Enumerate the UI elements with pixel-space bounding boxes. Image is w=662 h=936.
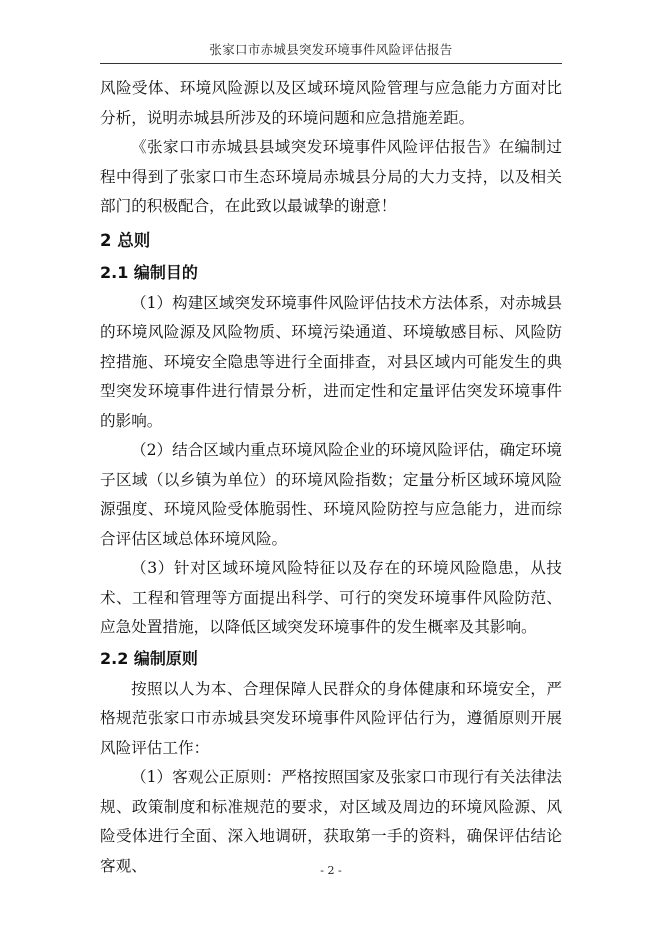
paragraph-purpose-3: （3）针对区域环境风险特征以及存在的环境风险隐患，从技术、工程和管理等方面提出科学、可行的突发环境事件风险防范、应急处置措施，以降低区域突发环境事件的发生概率及其影响。 <box>100 559 562 636</box>
paragraph-principle-1: （1）客观公正原则：严格按照国家及张家口市现行有关法律法规、政策制度和标准规范的要求，对区域及周边的环境风险源、风险受体进行全面、深入地调研，获取第一手的资料，确保评估结论客观、 <box>100 768 562 875</box>
document-body <box>100 74 562 881</box>
subsection-heading-purpose: 2.1 编制目的 <box>100 262 198 282</box>
paragraph-purpose-2: （2）结合区域内重点环境风险企业的环境风险评估，确定环境子区域（以乡镇为单位）的环境风险指数；定量分析区域环境风险源强度、环境风险受体脆弱性、环境风险防控与应急能力，进而综合评估区域总体环境风险。 <box>100 441 562 548</box>
page-header-title: 张家口市赤城县突发环境事件风险评估报告 <box>209 42 453 57</box>
section-heading-general: 2 总则 <box>100 230 151 250</box>
subsection-heading-principles: 2.2 编制原则 <box>100 648 198 668</box>
paragraph-purpose-1: （1）构建区域突发环境事件风险评估技术方法体系，对赤城县的环境风险源及风险物质、环境污染通道、环境敏感目标、风险防控措施、环境安全隐患等进行全面排查，对县区域内可能发生的典型突发环境事件进行情景分析，进而定性和定量评估突发环境事件的影响。 <box>100 293 562 430</box>
paragraph-intro-continued: 风险受体、环境风险源以及区域环境风险管理与应急能力方面对比分析，说明赤城县所涉及的环境问题和应急措施差距。 <box>100 79 562 127</box>
page-number: - 2 - <box>320 864 342 877</box>
paragraph-principles-intro: 按照以人为本、合理保障人民群众的身体健康和环境安全，严格规范张家口市赤城县突发环境事件风险评估行为，遵循原则开展风险评估工作： <box>100 679 562 757</box>
paragraph-acknowledgement: 《张家口市赤城县县域突发环境事件风险评估报告》在编制过程中得到了张家口市生态环境局赤城县分局的大力支持，以及相关部门的积极配合，在此致以最诚挚的谢意！ <box>100 138 562 215</box>
header-divider <box>100 63 562 64</box>
